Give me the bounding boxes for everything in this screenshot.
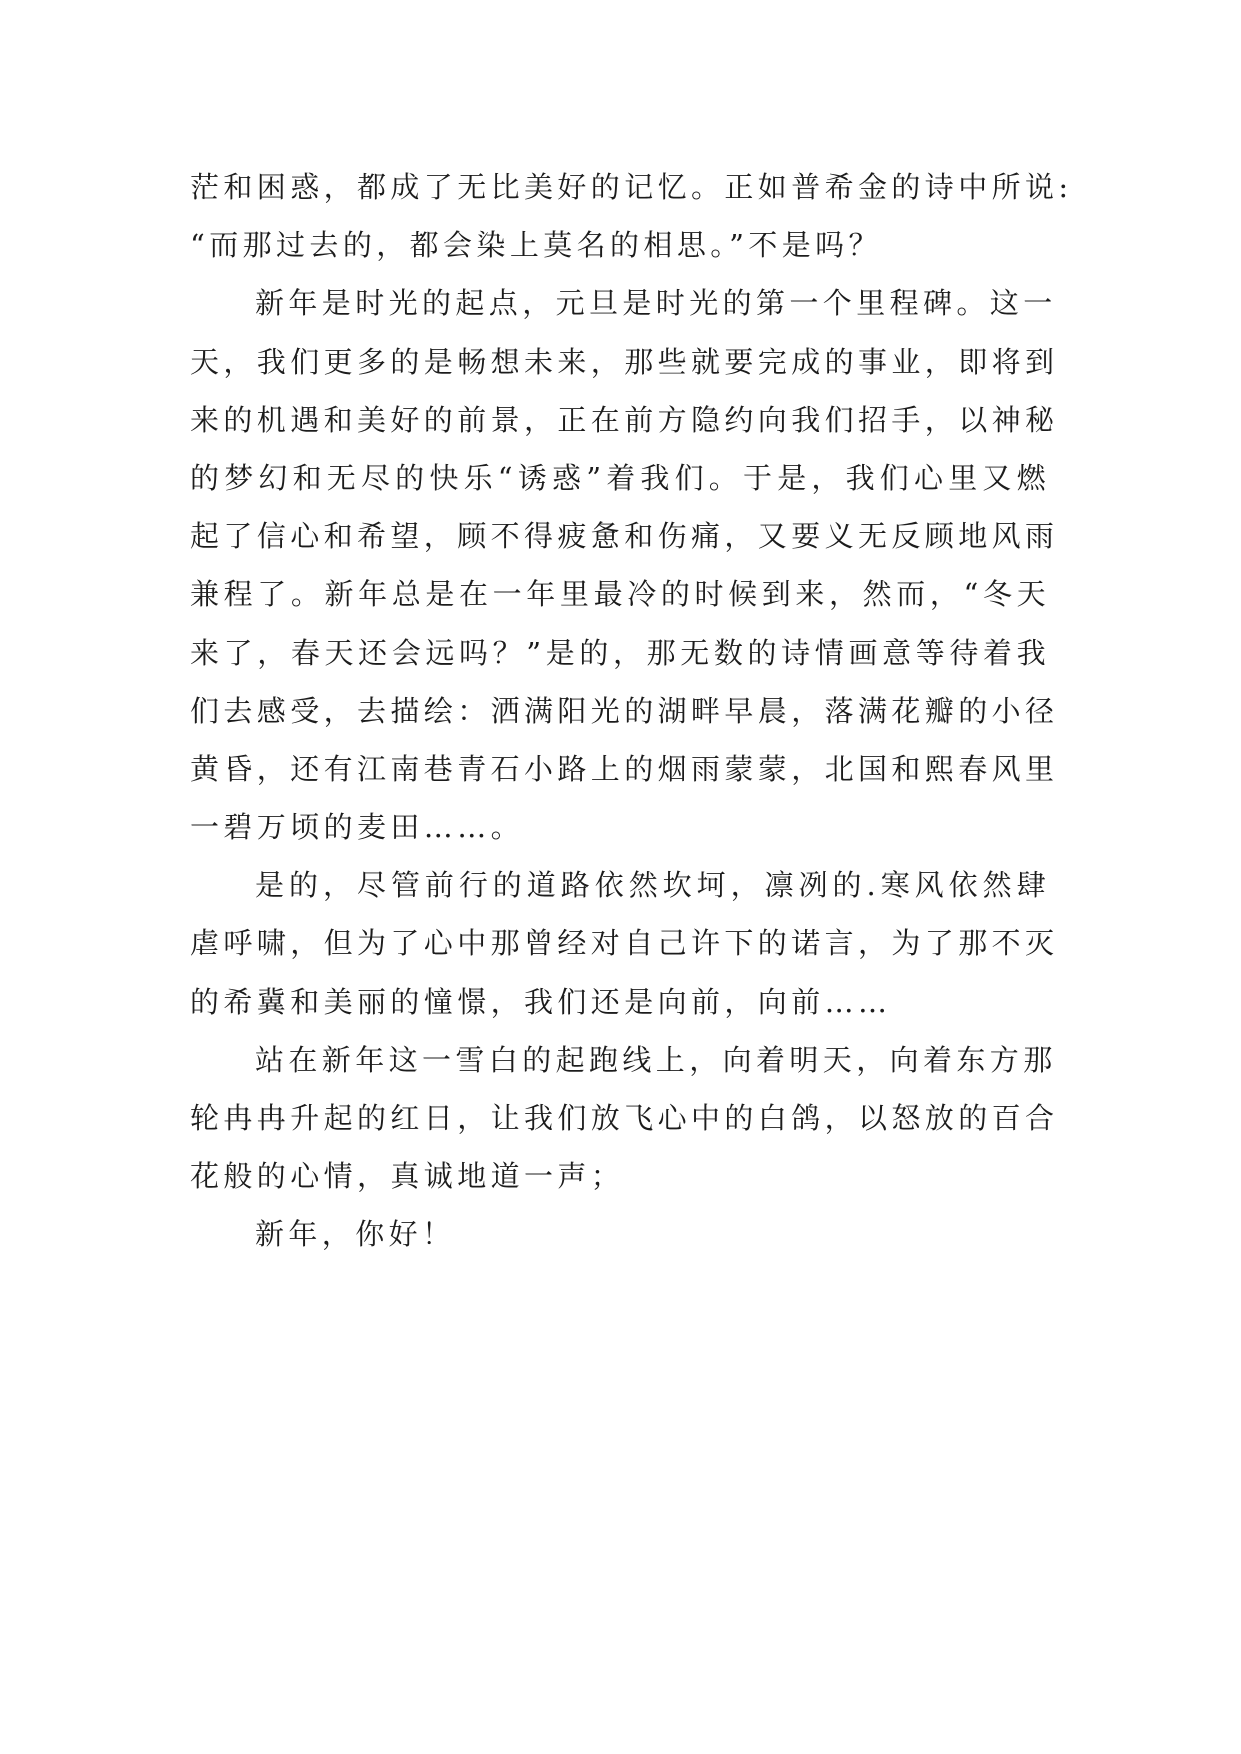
text-line: 花般的心情，真诚地道一声； [190,1159,625,1194]
text-line: 来的机遇和美好的前景，正在前方隐约向我们招手，以神秘 [190,402,1059,437]
text-line: 的梦幻和无尽的快乐“诱惑”着我们。于是，我们心里又燃 [190,460,1050,495]
text-line: 新年是时光的起点，元旦是时光的第一个里程碑。这一 [255,286,1057,321]
text-line: 站在新年这一雪白的起跑线上，向着明天，向着东方那 [255,1042,1057,1077]
text-line: 虐呼啸，但为了心中那曾经对自己许下的诺言，为了那不灭 [190,926,1059,961]
text-line: 轮冉冉升起的红日，让我们放飞心中的白鸽，以怒放的百合 [190,1101,1059,1135]
text-line: 新年，你好！ [255,1217,456,1252]
text-line: 们去感受，去描绘：洒满阳光的湖畔早晨，落满花瓣的小径 [190,693,1059,728]
text-line: 兼程了。新年总是在一年里最冷的时候到来，然而，“冬天 [190,577,1050,612]
text-line: “而那过去的，都会染上莫名的相思。”不是吗？ [190,228,882,263]
text-line: 的希冀和美丽的憧憬，我们还是向前，向前…… [190,984,892,1019]
paragraph-1 [190,158,1073,274]
document-body [190,158,1073,1264]
text-line: 天，我们更多的是畅想未来，那些就要完成的事业，即将到 [190,344,1059,379]
text-line: 是的，尽管前行的道路依然坎坷，凛冽的.寒风依然肆 [255,868,1050,903]
text-line: 来了，春天还会远吗？”是的，那无数的诗情画意等待着我 [190,635,1050,670]
text-line: 黄昏，还有江南巷青石小路上的烟雨蒙蒙，北国和熙春风里 [190,751,1059,786]
text-line: 茫和困惑，都成了无比美好的记忆。正如普希金的诗中所说: [190,170,1073,204]
paragraph-5 [190,1205,1050,1263]
text-line: 起了信心和希望，顾不得疲惫和伤痛，又要义无反顾地风雨 [190,519,1059,554]
paragraph-4 [190,1031,1059,1206]
paragraph-3 [190,856,1059,1031]
text-line: 一碧万顷的麦田……。 [190,810,525,845]
paragraph-2 [190,274,1059,856]
